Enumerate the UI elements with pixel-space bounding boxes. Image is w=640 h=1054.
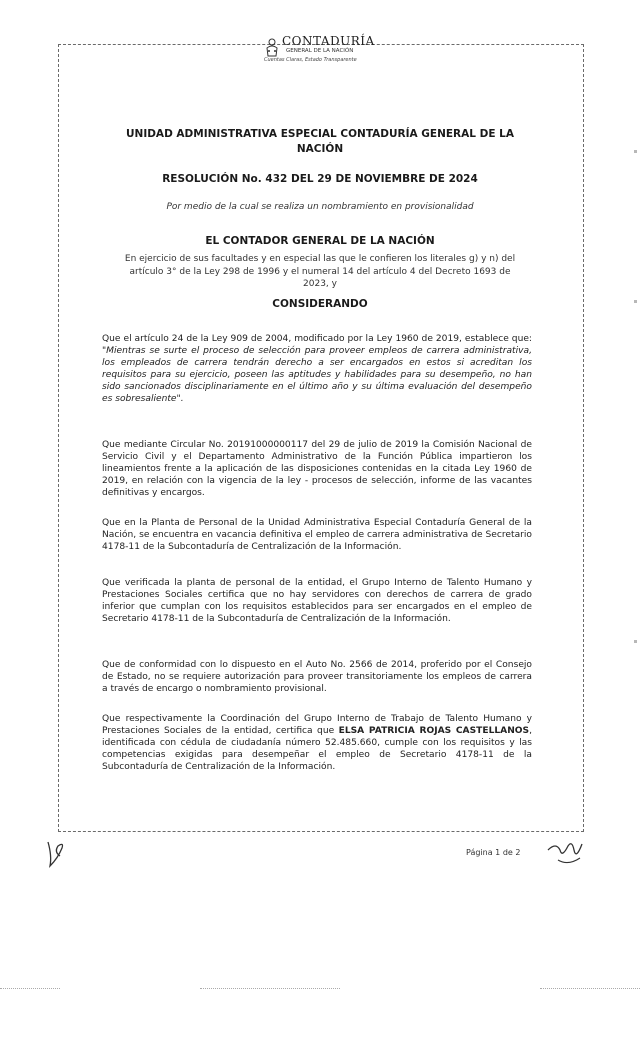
paragraph-6	[102, 714, 532, 774]
scan-artifact-dot	[634, 150, 637, 153]
paragraph-1-intro: Que el artículo 24 de la Ley 909 de 2004, modificado por la Ley 1960 de 2019, establece que:	[102, 334, 532, 344]
scan-artifact-line	[540, 988, 640, 989]
paragraph-6-intro: Que respectivamente la Coordinación del Grupo Interno de Trabajo de Talento Humano y Prestaciones Sociales de la entidad, certifica que	[102, 714, 532, 736]
entity-line-1: UNIDAD ADMINISTRATIVA ESPECIAL CONTADURÍA GENERAL DE LA	[126, 128, 514, 140]
authority-heading: EL CONTADOR GENERAL DE LA NACIÓN	[205, 235, 435, 247]
paragraph-5: Que de conformidad con lo dispuesto en el Auto No. 2566 de 2014, proferido por el Consejo de Estado, no se requiere autorización para proveer transitoriamente los empleos de carrera a través de encargo o nombramiento provisional.	[102, 660, 532, 694]
handwritten-signature-icon	[544, 836, 588, 872]
entity-line-2: NACIÓN	[296, 143, 344, 155]
entity-heading	[100, 127, 540, 157]
scan-artifact-dot	[634, 640, 637, 643]
logo-subtitle: GENERAL DE LA NACIÓN	[286, 48, 354, 54]
scan-artifact-line	[0, 988, 60, 989]
logo-tagline: Cuentas Claras, Estado Transparente	[264, 57, 357, 63]
resolution-subject: Por medio de la cual se realiza un nombramiento en provisionalidad	[166, 202, 474, 212]
logo-title: CONTADURÍA	[282, 34, 375, 48]
considering-heading: CONSIDERANDO	[272, 298, 368, 310]
logo	[260, 34, 380, 64]
powers-text: En ejercicio de sus facultades y en especial las que le confieren los literales g) y n) del artículo 3° de la Ley 298 de 1996 y el numeral 14 del artículo 4 del Decreto 1693 de 2023, y	[124, 254, 516, 289]
paragraph-4: Que verificada la planta de personal de la entidad, el Grupo Interno de Talento Humano y Prestaciones Sociales certifica que no hay servidores con derechos de carrera de grado inferior que cumplan con los requisitos establecidos para ser encargados en el empleo de Secretario 4178-11 de la Subcontaduría de Centralización de la Información.	[102, 578, 532, 624]
scan-artifact-line	[200, 988, 340, 989]
resolution-title: RESOLUCIÓN No. 432 DEL 29 DE NOVIEMBRE DE 2024	[162, 173, 478, 185]
paragraph-1	[102, 334, 532, 405]
page-number: Página 1 de 2	[466, 848, 521, 857]
paragraph-3: Que en la Planta de Personal de la Unidad Administrativa Especial Contaduría General de la Nación, se encuentra en vacancia definitiva el empleo de carrera administrativa de Secretario 4178-11 de la Subcontaduría de Centralización de la Información.	[102, 518, 532, 552]
paragraph-2: Que mediante Circular No. 20191000000117 del 29 de julio de 2019 la Comisión Nacional de Servicio Civil y el Departamento Administrativo de la Función Pública impartieron los lineamientos frente a la aplicación de las disposiciones contenidas en la citada Ley 1960 de 2019, en relación con la vigencia de la ley - procesos de selección, informe de las vacantes definitivas y encargos.	[102, 440, 532, 498]
paragraph-6-rest: , identificada con cédula de ciudadanía número 52.485.660, cumple con los requisitos y las competencias exigidas para desempeñar el empleo de Secretario 4178-11 de la Subcontaduría de Centralización de la Información.	[102, 725, 532, 772]
cgn-emblem-icon	[264, 36, 280, 58]
appointee-name: ELSA PATRICIA ROJAS CASTELLANOS	[338, 725, 530, 736]
paragraph-1-quote: "Mientras se surte el proceso de selección para proveer empleos de carrera administrativa, los empleados de carrera tendrán derecho a ser encargados en estos si acreditan los requisitos para su ejercicio, poseen las aptitudes y habilidades para su desempeño, no han sido sancionados disciplinariamente en el último año y su última evaluación del desempeño es sobresaliente".	[102, 345, 532, 404]
scan-artifact-dot	[634, 300, 637, 303]
handwritten-initial-icon	[38, 836, 78, 872]
